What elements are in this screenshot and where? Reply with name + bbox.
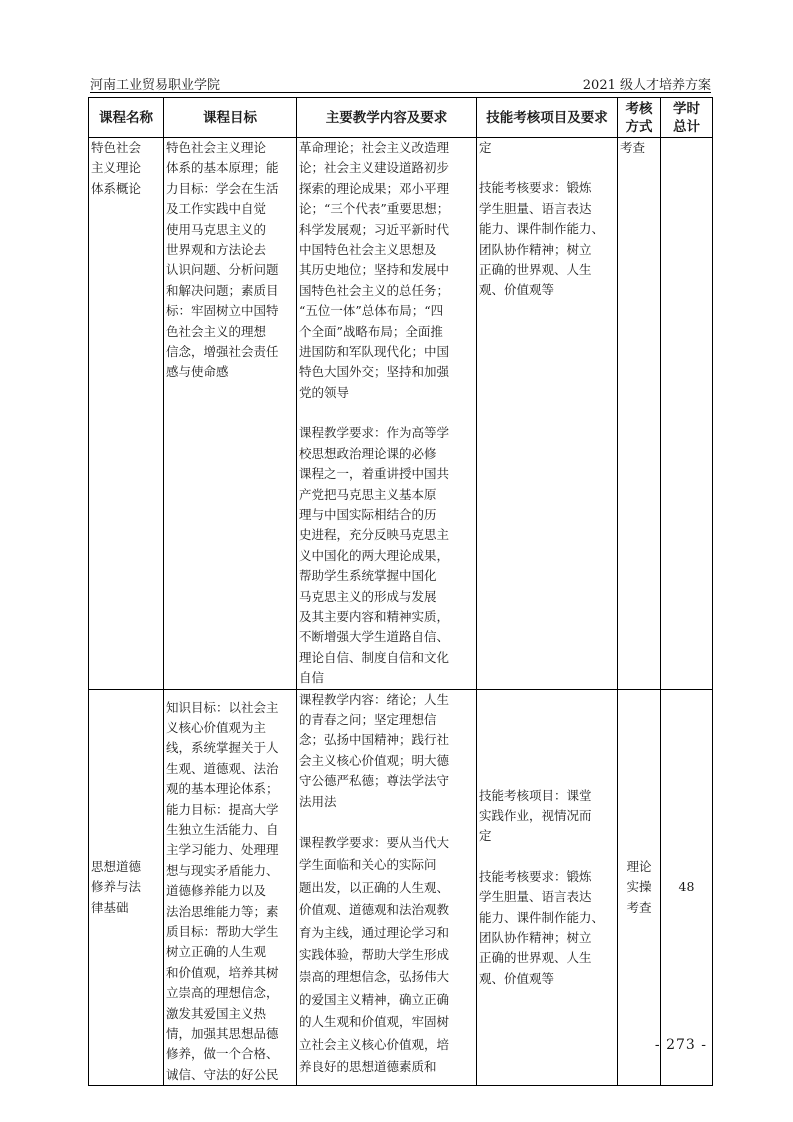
col-header-goals: 课程目标 [164,98,297,138]
course-content-cell [297,138,477,690]
page-number: - 273 - [654,1037,707,1053]
course-goals-cell: 知识目标：以社会主 义核心价值观为主 线，系统掌握关于人 生观、道德观、法治 观的基本理论体系； 能力目标：提高大学 生独立生活能力、自 主学习能力、处理理 想与现实矛盾能力、 道德修养能力以及 法治思维能力等；素 质目标：帮助大学生 树立正确的人生观 和价值观，培养其树 立崇高的理想信念， 激发其爱国主义热 情，加强其思想品德 修养，做一个合格、 诚信、守法的好公民 [164,689,297,1086]
total-hours-cell: 48 [661,689,713,1086]
assessment-method-cell: 理论 实操 考查 [618,689,661,1086]
skills-paragraph: 技能考核要求：锻炼 学生胆量、语言表达 能力、课件制作能力、 团队协作精神；树立 正确的世界观、人生 观、价值观等 [479,868,605,986]
skills-cell [477,689,618,1086]
skills-paragraph: 技能考核项目：课堂 实践作业，视情况而 定 [479,787,592,844]
col-header-content: 主要教学内容及要求 [297,98,477,138]
col-header-method: 考核 方式 [618,98,661,138]
table-row [89,138,713,690]
content-paragraph: 革命理论；社会主义改造理 论；社会主义建设道路初步 探索的理论成果；邓小平理 论；“三个代表”重要思想； 科学发展观；习近平新时代 中国特色社会主义思想及 其历史地位；坚持和发展中 国特色社会主义的总任务； “五位一体”总体布局；“四 个全面”战略布局；全面推 进国防和军队现代化；中国 特色大国外交；坚持和加强 党的领导 [299,140,450,400]
skills-paragraph: 定 [479,140,492,155]
course-name-cell: 特色社会 主义理论 体系概论 [89,138,164,690]
skills-cell [477,138,618,690]
page-header [90,72,711,94]
col-header-skills: 技能考核项目及要求 [477,98,618,138]
assessment-method-cell: 考查 [618,138,661,690]
content-paragraph: 课程教学内容：绪论；人生 的青春之问；坚定理想信 念；弘扬中国精神；践行社 会主义核心价值观；明大德 守公德严私德；尊法学法守 法用法 [299,691,450,809]
col-header-hours: 学时 总计 [661,98,713,138]
content-paragraph: 课程教学要求：作为高等学 校思想政治理论课的必修 课程之一，着重讲授中国共 产党把马克思主义基本原 理与中国实际相结合的历 史进程，充分反映马克思主 义中国化的两大理论成果， 帮助学生系统掌握中国化 马克思主义的形成与发展 及其主要内容和精神实质， 不断增强大学生道路自信、 理论自信、制度自信和文化 自信 [299,425,450,686]
document-title: 2021 级人才培养方案 [582,78,711,93]
table-header-row [89,98,713,138]
curriculum-table [88,97,713,1086]
table-row [89,689,713,1086]
course-content-cell [297,689,477,1086]
institution-name: 河南工业贸易职业学院 [90,78,221,93]
header-rule [90,92,711,93]
course-name-cell: 思想道德 修养与法 律基础 [89,689,164,1086]
content-paragraph: 课程教学要求：要从当代大 学生面临和关心的实际问 题出发，以正确的人生观、 价值观、道德观和法治观教 育为主线，通过理论学习和 实践体验，帮助大学生形成 崇高的理想信念，弘扬伟大 的爱国主义精神，确立正确 的人生观和价值观，牢固树 立社会主义核心价值观，培 养良好的思想道德素质和 [299,835,450,1075]
skills-paragraph: 技能考核要求：锻炼 学生胆量、语言表达 能力、课件制作能力、 团队协作精神；树立 正确的世界观、人生 观、价值观等 [479,180,605,298]
col-header-course: 课程名称 [89,98,164,138]
course-goals-cell: 特色社会主义理论 体系的基本原理；能 力目标：学会在生活 及工作实践中自觉 使用马克思主义的 世界观和方法论去 认识问题、分析问题 和解决问题；素质目 标：牢固树立中国特 色社会主义的理想 信念，增强社会责任 感与使命感 [164,138,297,690]
total-hours-cell [661,138,713,690]
